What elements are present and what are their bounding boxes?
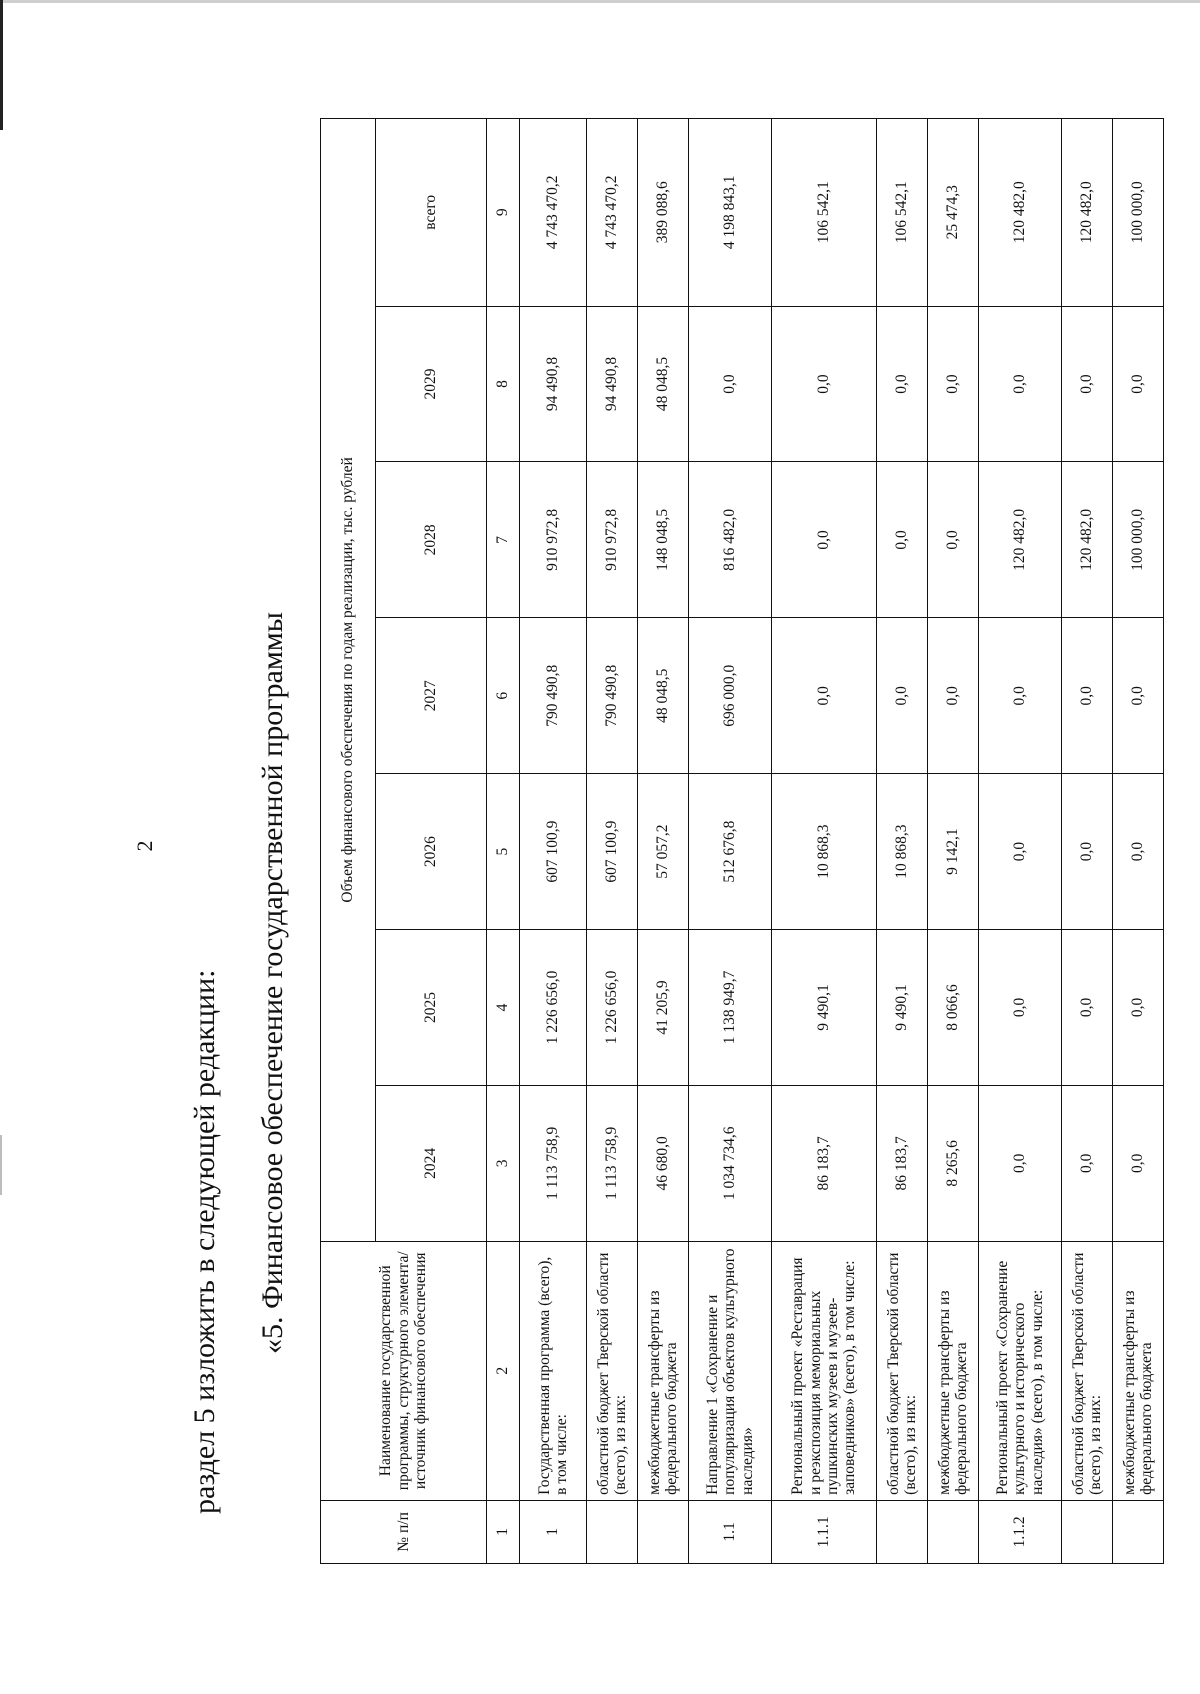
column-number: 5 [487,774,520,930]
value-cell: 9 142,1 [928,774,979,930]
header-year: 2028 [376,462,487,618]
value-cell: 48 048,5 [638,618,689,774]
financing-table [320,118,1164,1564]
row-num [928,1500,979,1563]
column-number: 9 [487,119,520,307]
table-row [877,119,928,1564]
row-name: областной бюджет Тверской области (всего), из них: [877,1241,928,1500]
value-cell: 0,0 [1062,774,1113,930]
value-cell: 1 034 734,6 [689,1085,772,1241]
table-row [587,119,638,1564]
row-num [1062,1500,1113,1563]
value-cell: 607 100,9 [520,774,587,930]
value-cell: 0,0 [877,618,928,774]
value-cell: 0,0 [689,306,772,462]
total-cell: 4 743 470,2 [520,119,587,307]
value-cell: 0,0 [772,306,877,462]
table-row [689,119,772,1564]
value-cell: 0,0 [1113,1085,1164,1241]
value-cell: 0,0 [1113,306,1164,462]
value-cell: 0,0 [979,774,1062,930]
row-num [638,1500,689,1563]
row-num [587,1500,638,1563]
header-year: 2024 [376,1085,487,1241]
total-cell: 25 474,3 [928,119,979,307]
value-cell: 0,0 [1062,1085,1113,1241]
total-cell: 106 542,1 [772,119,877,307]
row-num [1113,1500,1164,1563]
column-number: 6 [487,618,520,774]
value-cell: 9 490,1 [772,930,877,1086]
value-cell: 148 048,5 [638,462,689,618]
value-cell: 94 490,8 [587,306,638,462]
page-number: 2 [132,840,157,852]
total-cell: 106 542,1 [877,119,928,307]
total-cell: 389 088,6 [638,119,689,307]
value-cell: 10 868,3 [877,774,928,930]
value-cell: 9 490,1 [877,930,928,1086]
value-cell: 94 490,8 [520,306,587,462]
table-row [772,119,877,1564]
total-cell: 4 198 843,1 [689,119,772,307]
value-cell: 1 226 656,0 [520,930,587,1086]
value-cell: 790 490,8 [520,618,587,774]
value-cell: 57 057,2 [638,774,689,930]
value-cell: 910 972,8 [587,462,638,618]
row-name: Региональный проект «Реставрация и реэкспозиция мемориальных пушкинских музеев и музеев-заповедников» (всего), в том числе: [772,1241,877,1500]
value-cell: 0,0 [979,930,1062,1086]
header-volume-group: Объем финансового обеспечения по годам реализации, тыс. рублей [321,119,376,1242]
value-cell: 0,0 [1113,930,1164,1086]
value-cell: 8 066,6 [928,930,979,1086]
table-row [520,119,587,1564]
value-cell: 790 490,8 [587,618,638,774]
total-cell: 120 482,0 [1062,119,1113,307]
table-row [1113,119,1164,1564]
value-cell: 120 482,0 [1062,462,1113,618]
row-name: Государственная программа (всего), в том числе: [520,1241,587,1500]
value-cell: 86 183,7 [877,1085,928,1241]
column-number: 3 [487,1085,520,1241]
value-cell: 0,0 [928,462,979,618]
row-name: межбюджетные трансферты из федерального бюджета [928,1241,979,1500]
row-name: межбюджетные трансферты из федерального бюджета [638,1241,689,1500]
row-name: областной бюджет Тверской области (всего), из них: [587,1241,638,1500]
table-row [979,119,1062,1564]
value-cell: 41 205,9 [638,930,689,1086]
row-name: Направление 1 «Сохранение и популяризация объектов культурного наследия» [689,1241,772,1500]
header-year: 2029 [376,306,487,462]
total-cell: 100 000,0 [1113,119,1164,307]
value-cell: 10 868,3 [772,774,877,930]
value-cell: 0,0 [1062,618,1113,774]
value-cell: 0,0 [928,618,979,774]
header-num: № п/п [321,1500,487,1563]
row-name: Региональный проект «Сохранение культурного и исторического наследия» (всего), в том числе: [979,1241,1062,1500]
column-number: 7 [487,462,520,618]
row-name: межбюджетные трансферты из федерального бюджета [1113,1241,1164,1500]
section-title: «5. Финансовое обеспечение государственной программы [256,612,289,1354]
value-cell: 0,0 [979,1085,1062,1241]
value-cell: 46 680,0 [638,1085,689,1241]
row-num: 1 [520,1500,587,1563]
table-row [928,119,979,1564]
value-cell: 0,0 [979,618,1062,774]
header-year: 2025 [376,930,487,1086]
row-num [877,1500,928,1563]
value-cell: 0,0 [772,462,877,618]
table-row [1062,119,1113,1564]
value-cell: 910 972,8 [520,462,587,618]
value-cell: 512 676,8 [689,774,772,930]
value-cell: 696 000,0 [689,618,772,774]
value-cell: 607 100,9 [587,774,638,930]
table-row [638,119,689,1564]
column-number: 2 [487,1241,520,1500]
column-number: 1 [487,1500,520,1563]
value-cell: 1 113 758,9 [520,1085,587,1241]
header-total: всего [376,119,487,307]
value-cell: 86 183,7 [772,1085,877,1241]
row-num: 1.1.2 [979,1500,1062,1563]
value-cell: 0,0 [1113,774,1164,930]
value-cell: 0,0 [928,306,979,462]
column-number: 8 [487,306,520,462]
value-cell: 48 048,5 [638,306,689,462]
value-cell: 0,0 [772,618,877,774]
header-year: 2026 [376,774,487,930]
value-cell: 100 000,0 [1113,462,1164,618]
value-cell: 120 482,0 [979,462,1062,618]
value-cell: 8 265,6 [928,1085,979,1241]
value-cell: 0,0 [877,306,928,462]
row-num: 1.1 [689,1500,772,1563]
value-cell: 0,0 [877,462,928,618]
value-cell: 0,0 [1062,930,1113,1086]
header-year: 2027 [376,618,487,774]
header-name: Наименование государственной программы, структурного элемента/источник финансового обеспечения [321,1241,487,1500]
column-number: 4 [487,930,520,1086]
value-cell: 1 113 758,9 [587,1085,638,1241]
row-num: 1.1.1 [772,1500,877,1563]
value-cell: 0,0 [1113,618,1164,774]
value-cell: 816 482,0 [689,462,772,618]
row-name: областной бюджет Тверской области (всего), из них: [1062,1241,1113,1500]
value-cell: 1 226 656,0 [587,930,638,1086]
value-cell: 0,0 [1062,306,1113,462]
total-cell: 4 743 470,2 [587,119,638,307]
intro-text: раздел 5 изложить в следующей редакции: [188,969,221,1514]
total-cell: 120 482,0 [979,119,1062,307]
value-cell: 0,0 [979,306,1062,462]
value-cell: 1 138 949,7 [689,930,772,1086]
